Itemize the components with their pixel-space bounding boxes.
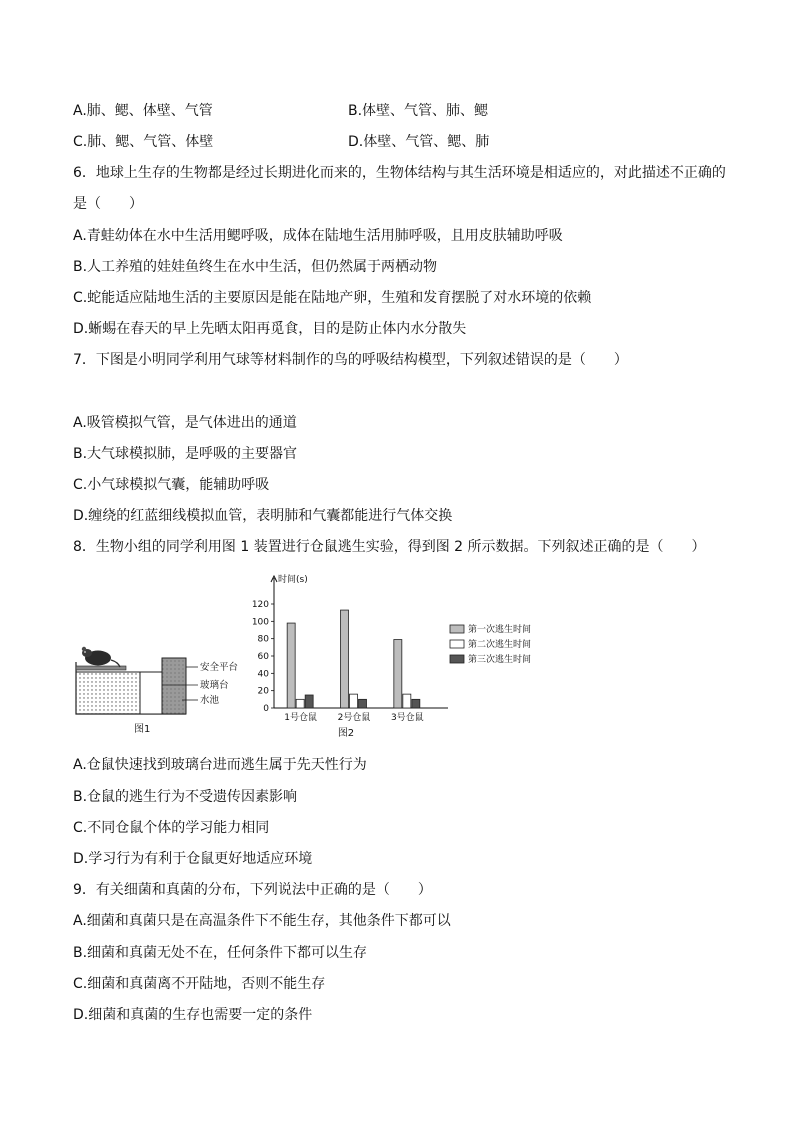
y-tick-label: 60 [257,652,269,662]
label-safe-platform: 安全平台 [200,662,239,673]
q8-option-d: D.学习行为有利于仓鼠更好地适应环境 [73,851,313,867]
y-tick-label: 80 [257,634,269,645]
q7-option-b: B.大气球模拟肺，是呼吸的主要器官 [73,446,298,462]
q9-option-b: B.细菌和真菌无处不在，任何条件下都可以生存 [73,945,368,961]
x-tick-label: 2号仓鼠 [337,713,371,723]
q9-stem: 9．有关细菌和真菌的分布，下列说法中正确的是（ ） [73,882,432,898]
q8-option-a: A.仓鼠快速找到玻璃台进而逃生属于先天性行为 [73,757,367,773]
legend-swatch [450,625,464,633]
glass-platform-shape [140,672,162,714]
bar [350,694,358,708]
q7-option-a: A.吸管模拟气管，是气体进出的通道 [73,415,297,431]
label-glass-platform: 玻璃台 [200,680,229,691]
q5-option-a: A.肺、鳃、体壁、气管 [73,103,213,119]
label-pool: 水池 [200,695,220,706]
q8-option-c: C.不同仓鼠个体的学习能力相同 [73,820,270,836]
bar [412,699,420,708]
q8-stem: 8．生物小组的同学利用图 1 装置进行仓鼠逃生实验，得到图 2 所示数据。下列叙述正确的是（ ） [73,539,706,555]
q5-option-c: C.肺、鳃、气管、体壁 [73,134,214,150]
x-tick-label: 1号仓鼠 [284,713,318,723]
bar [359,699,367,708]
bar [403,694,411,708]
q5-option-b: B.体壁、气管、肺、鳃 [348,103,489,119]
q7-option-c: C.小气球模拟气囊，能辅助呼吸 [73,477,270,493]
legend-swatch [450,655,464,663]
q9-option-c: C.细菌和真菌离不开陆地，否则不能生存 [73,976,326,992]
q9-option-d: D.细菌和真菌的生存也需要一定的条件 [73,1007,313,1023]
bar [394,640,402,708]
x-tick-label: 3号仓鼠 [390,713,424,723]
figure-1-apparatus [62,640,242,740]
figure-2-bar-chart [246,570,536,742]
y-tick-label: 0 [263,704,269,714]
y-axis-label: 时间(s) [278,575,308,585]
hamster-icon [82,647,120,667]
q6-option-d: D.蜥蜴在春天的早上先晒太阳再觅食，目的是防止体内水分散失 [73,321,467,337]
figure-1-caption: 图1 [134,724,151,735]
y-tick-label: 20 [257,686,269,697]
y-tick-label: 100 [251,617,269,628]
bar [296,699,304,708]
y-tick-label: 120 [251,600,269,610]
q6-option-b: B.人工养殖的娃娃鱼终生在水中生活，但仍然属于两栖动物 [73,259,438,275]
q8-option-b: B.仓鼠的逃生行为不受遗传因素影响 [73,789,298,805]
q7-option-d: D.缠绕的红蓝细线模拟血管，表明肺和气囊都能进行气体交换 [73,508,453,524]
q6-stem-continued: 是（ ） [73,196,143,212]
q6-option-c: C.蛇能适应陆地生活的主要原因是能在陆地产卵，生殖和发育摆脱了对水环境的依赖 [73,290,592,306]
legend-swatch [450,640,464,648]
q9-option-a: A.细菌和真菌只是在高温条件下不能生存，其他条件下都可以 [73,913,451,929]
bar [341,610,349,708]
legend-label: 第二次逃生时间 [468,640,532,650]
bar [305,695,313,708]
q7-stem: 7．下图是小明同学利用气球等材料制作的鸟的呼吸结构模型，下列叙述错误的是（ ） [73,352,628,368]
q6-stem: 6．地球上生存的生物都是经过长期进化而来的，生物体结构与其生活环境是相适应的，对此描述不正确的 [73,165,726,181]
bar [287,623,295,708]
safe-platform-shape [162,658,186,714]
q5-option-d: D.体壁、气管、鳃、肺 [348,134,490,150]
legend-label: 第三次逃生时间 [468,655,532,665]
q6-option-a: A.青蛙幼体在水中生活用鳃呼吸，成体在陆地生活用肺呼吸，且用皮肤辅助呼吸 [73,228,563,244]
y-tick-label: 40 [257,669,269,680]
legend-label: 第一次逃生时间 [468,625,532,635]
figure-2-caption: 图2 [337,728,355,739]
start-ledge [76,666,126,670]
